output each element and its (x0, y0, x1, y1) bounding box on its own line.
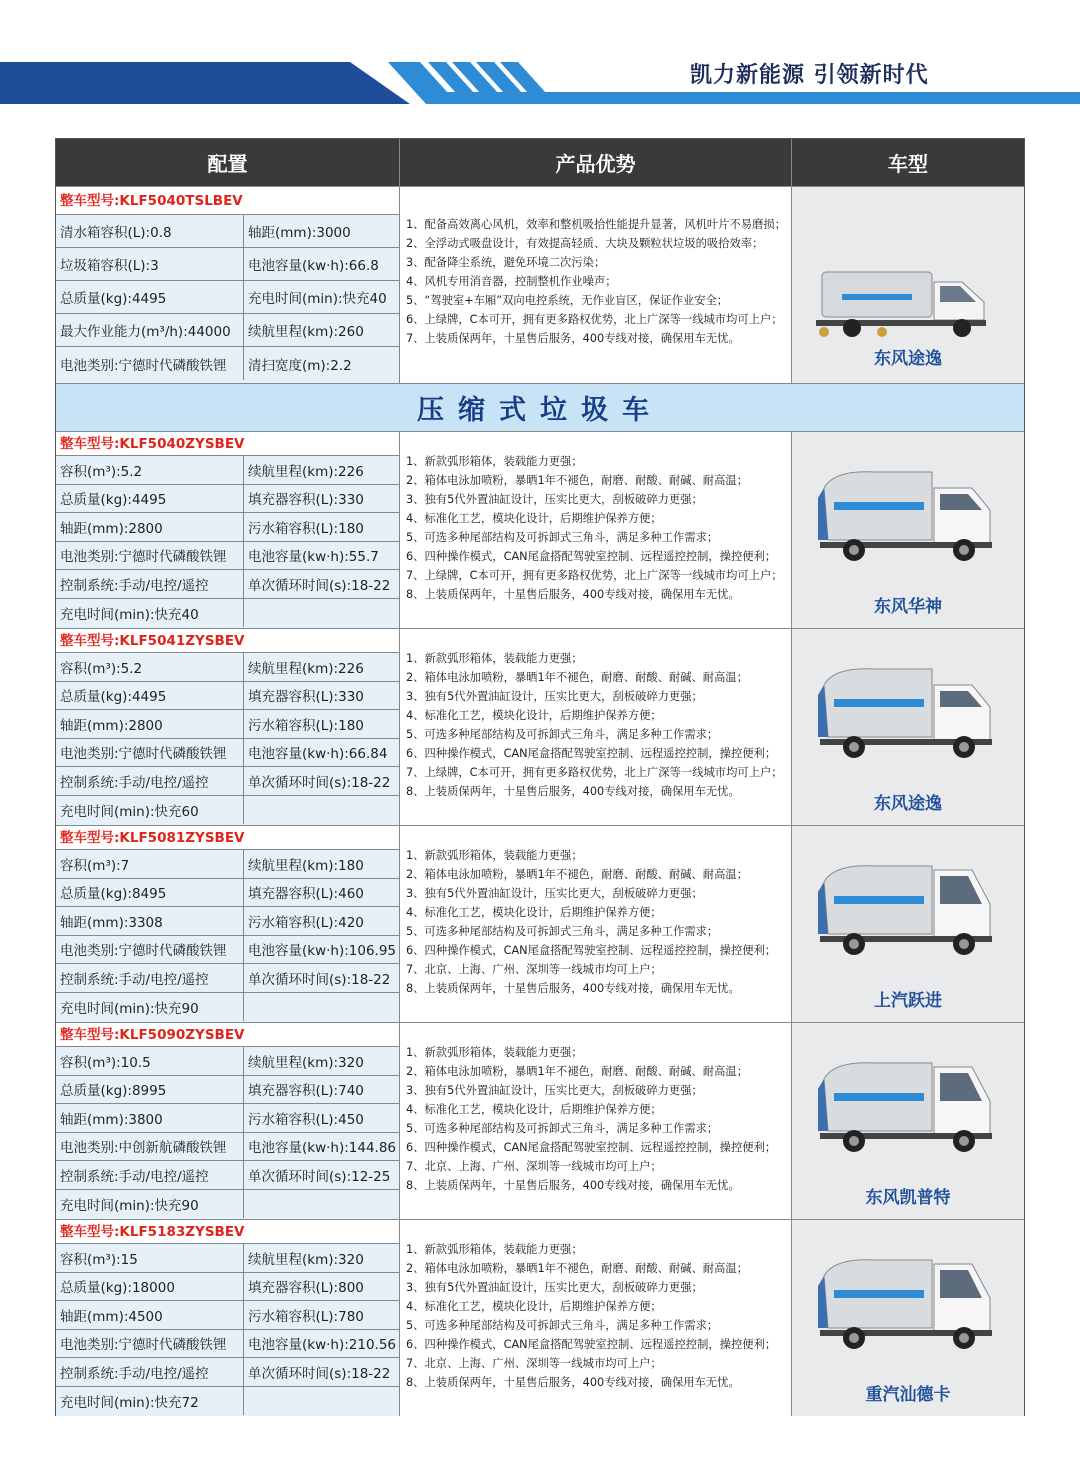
advantage-list (400, 826, 792, 1022)
spec-cell: 电池容量(kw·h):144.86 (248, 1140, 397, 1157)
spec-cell: 轴距(mm):4500 (56, 1301, 244, 1329)
sweeper-truck-image (812, 262, 992, 342)
spec-cell: 总质量(kg):4495 (56, 281, 244, 313)
product-block-compactor (56, 431, 1024, 628)
spec-cell: 填充器容积(L):800 (248, 1280, 364, 1297)
advantage-item: 3、独有5代外置油缸设计，压实比更大，刮板破碎力更强； (406, 887, 703, 900)
vehicle-name: 上汽跃进 (874, 991, 942, 1011)
advantage-list (400, 1220, 792, 1416)
spec-cell: 续航里程(km):320 (248, 1251, 364, 1268)
vehicle-name: 东风途逸 (874, 349, 942, 369)
model-number: 整车型号:KLF5041ZYSBEV (56, 629, 399, 653)
vehicle-cell (792, 1220, 1024, 1416)
spec-cell: 轴距(mm):2800 (56, 710, 244, 738)
advantage-item: 3、独有5代外置油缸设计，压实比更大，刮板破碎力更强； (406, 1281, 703, 1294)
advantage-item: 1、新款弧形箱体，装载能力更强； (406, 1046, 583, 1059)
spec-row (56, 1076, 399, 1105)
advantage-item: 1、新款弧形箱体，装载能力更强； (406, 652, 583, 665)
spec-cell: 轴距(mm):3308 (56, 907, 244, 935)
spec-row (56, 281, 399, 314)
spec-cell (244, 796, 399, 825)
spec-row (56, 1387, 399, 1416)
spec-row (56, 599, 399, 628)
spec-cell: 污水箱容积(L):180 (248, 520, 364, 537)
advantage-item: 4、风机专用消音器，控制整机作业噪声； (406, 275, 617, 288)
spec-cell: 电池容量(kw·h):66.84 (248, 746, 388, 763)
spec-cell: 电池容量(kw·h):210.56 (248, 1337, 397, 1354)
spec-cell: 电池类别:宁德时代磷酸铁锂 (56, 936, 244, 964)
advantage-item: 5、可选多种尾部结构及可拆卸式三角斗，满足多种工作需求； (406, 1122, 719, 1135)
advantage-item: 3、独有5代外置油缸设计，压实比更大，刮板破碎力更强； (406, 690, 703, 703)
compactor-truck-image (814, 655, 999, 765)
advantage-item: 2、箱体电泳加喷粉，暴晒1年不褪色，耐磨、耐酸、耐碱、耐高温； (406, 671, 748, 684)
spec-row (56, 215, 399, 248)
vehicle-cell (792, 432, 1024, 628)
spec-cell (244, 993, 399, 1022)
spec-row (56, 513, 399, 542)
model-number: 整车型号:KLF5040ZYSBEV (56, 432, 399, 456)
advantage-item: 5、可选多种尾部结构及可拆卸式三角斗，满足多种工作需求； (406, 1319, 719, 1332)
model-number: 整车型号:KLF5040TSLBEV (56, 187, 399, 215)
header-banner (0, 0, 1080, 120)
spec-row (56, 964, 399, 993)
vehicle-cell (792, 1023, 1024, 1219)
spec-cell: 续航里程(km):320 (248, 1054, 364, 1071)
spec-row (56, 1104, 399, 1133)
model-number: 整车型号:KLF5081ZYSBEV (56, 826, 399, 850)
spec-cell (244, 1387, 399, 1416)
spec-cell: 续航里程(km):260 (248, 324, 364, 340)
advantage-item: 2、箱体电泳加喷粉，暴晒1年不褪色，耐磨、耐酸、耐碱、耐高温； (406, 868, 748, 881)
spec-row (56, 485, 399, 514)
spec-cell: 填充器容积(L):330 (248, 689, 364, 706)
spec-cell (244, 1190, 399, 1219)
spec-cell: 清水箱容积(L):0.8 (56, 215, 244, 247)
advantage-item: 4、标准化工艺，模块化设计，后期维护保养方便； (406, 1300, 662, 1313)
product-block-compactor (56, 825, 1024, 1022)
spec-cell: 垃圾箱容积(L):3 (56, 248, 244, 280)
advantage-list (400, 629, 792, 825)
spec-cell: 填充器容积(L):330 (248, 492, 364, 509)
spec-row (56, 1330, 399, 1359)
spec-cell: 总质量(kg):8495 (56, 879, 244, 907)
advantage-item: 5、可选多种尾部结构及可拆卸式三角斗，满足多种工作需求； (406, 728, 719, 741)
spec-row (56, 796, 399, 825)
compactor-truck-image (814, 1246, 999, 1356)
header-slogan: 凯力新能源 引领新时代 (690, 63, 929, 88)
advantage-item: 6、上绿牌，C本可开，拥有更多路权优势，北上广深等一线城市均可上户； (406, 313, 783, 326)
spec-cell: 控制系统:手动/电控/遥控 (56, 767, 244, 795)
advantage-item: 2、箱体电泳加喷粉，暴晒1年不褪色，耐磨、耐酸、耐碱、耐高温； (406, 1262, 748, 1275)
spec-row (56, 314, 399, 347)
vehicle-cell (792, 629, 1024, 825)
spec-row (56, 347, 399, 380)
advantage-item: 4、标准化工艺，模块化设计，后期维护保养方便； (406, 906, 662, 919)
spec-cell: 最大作业能力(m³/h):44000 (56, 314, 244, 346)
vehicle-cell (792, 826, 1024, 1022)
advantage-item: 2、箱体电泳加喷粉，暴晒1年不褪色，耐磨、耐酸、耐碱、耐高温； (406, 474, 748, 487)
spec-row (56, 879, 399, 908)
spec-row (56, 907, 399, 936)
advantage-item: 7、上绿牌，C本可开，拥有更多路权优势，北上广深等一线城市均可上户； (406, 569, 783, 582)
spec-cell: 控制系统:手动/电控/遥控 (56, 1358, 244, 1386)
spec-cell: 单次循环时间(s):12-25 (248, 1168, 391, 1185)
model-number: 整车型号:KLF5090ZYSBEV (56, 1023, 399, 1047)
advantage-item: 2、全浮动式吸盘设计，有效提高轻质、大块及颗粒状垃圾的吸拾效率； (406, 237, 764, 250)
product-block-compactor (56, 628, 1024, 825)
spec-cell: 轴距(mm):2800 (56, 513, 244, 541)
spec-cell: 单次循环时间(s):18-22 (248, 1365, 391, 1382)
spec-row (56, 653, 399, 682)
spec-row (56, 456, 399, 485)
spec-cell: 充电时间(min):快充40 (248, 291, 387, 307)
spec-cell: 污水箱容积(L):780 (248, 1308, 364, 1325)
product-block-compactor (56, 1219, 1024, 1416)
config-cell (56, 1220, 400, 1416)
advantage-item: 1、新款弧形箱体，装载能力更强； (406, 455, 583, 468)
spec-cell: 填充器容积(L):460 (248, 886, 364, 903)
spec-cell: 电池类别:中创新航磷酸铁锂 (56, 1133, 244, 1161)
advantage-list (400, 187, 792, 383)
spec-cell: 污水箱容积(L):450 (248, 1111, 364, 1128)
config-cell (56, 1023, 400, 1219)
vehicle-name: 东风华神 (874, 597, 942, 617)
spec-row (56, 1161, 399, 1190)
spec-cell: 充电时间(min):快充60 (56, 796, 244, 825)
advantage-item: 8、上装质保两年，十星售后服务，400专线对接，确保用车无忧。 (406, 588, 740, 601)
advantage-item: 6、四种操作模式，CAN尾盒搭配驾驶室控制、远程遥控控制，操控便利； (406, 1338, 777, 1351)
spec-row (56, 850, 399, 879)
spec-row (56, 1190, 399, 1219)
product-block-sweeper (56, 186, 1024, 383)
advantage-item: 1、新款弧形箱体，装载能力更强； (406, 849, 583, 862)
spec-cell: 充电时间(min):快充40 (56, 599, 244, 628)
advantage-item: 7、上绿牌，C本可开，拥有更多路权优势，北上广深等一线城市均可上户； (406, 766, 783, 779)
model-number: 整车型号:KLF5183ZYSBEV (56, 1220, 399, 1244)
spec-cell: 轴距(mm):3000 (248, 225, 351, 241)
advantage-item: 8、上装质保两年，十星售后服务，400专线对接，确保用车无忧。 (406, 1376, 740, 1389)
config-cell (56, 432, 400, 628)
spec-row (56, 993, 399, 1022)
vehicle-cell (792, 187, 1024, 383)
col-header-config: 配置 (56, 139, 400, 186)
advantage-item: 4、标准化工艺，模块化设计，后期维护保养方便； (406, 1103, 662, 1116)
spec-cell: 总质量(kg):4495 (56, 485, 244, 513)
spec-row (56, 1244, 399, 1273)
spec-cell: 控制系统:手动/电控/遥控 (56, 570, 244, 598)
advantage-item: 7、上装质保两年，十星售后服务，400专线对接，确保用车无忧。 (406, 332, 740, 345)
advantage-item: 7、北京、上海、广州、深圳等一线城市均可上户； (406, 1357, 662, 1370)
spec-cell: 单次循环时间(s):18-22 (248, 774, 391, 791)
advantage-item: 6、四种操作模式，CAN尾盒搭配驾驶室控制、远程遥控控制，操控便利； (406, 550, 777, 563)
spec-row (56, 682, 399, 711)
spec-cell: 污水箱容积(L):180 (248, 717, 364, 734)
advantage-item: 7、北京、上海、广州、深圳等一线城市均可上户； (406, 963, 662, 976)
advantage-item: 6、四种操作模式，CAN尾盒搭配驾驶室控制、远程遥控控制，操控便利； (406, 1141, 777, 1154)
spec-cell: 容积(m³):5.2 (56, 456, 244, 484)
spec-cell: 续航里程(km):180 (248, 857, 364, 874)
advantage-item: 6、四种操作模式，CAN尾盒搭配驾驶室控制、远程遥控控制，操控便利； (406, 944, 777, 957)
advantage-item: 3、独有5代外置油缸设计，压实比更大，刮板破碎力更强； (406, 493, 703, 506)
spec-cell (244, 599, 399, 628)
advantage-item: 1、新款弧形箱体，装载能力更强； (406, 1243, 583, 1256)
config-cell (56, 826, 400, 1022)
spec-row (56, 542, 399, 571)
product-block-compactor (56, 1022, 1024, 1219)
spec-cell: 清扫宽度(m):2.2 (248, 357, 352, 374)
product-table (55, 138, 1025, 1416)
spec-row (56, 936, 399, 965)
advantage-item: 1、配备高效离心风机，效率和整机吸拾性能提升显著，风机叶片不易磨损； (406, 218, 786, 231)
spec-row (56, 1358, 399, 1387)
spec-row (56, 1273, 399, 1302)
advantage-item: 7、北京、上海、广州、深圳等一线城市均可上户； (406, 1160, 662, 1173)
spec-cell: 单次循环时间(s):18-22 (248, 971, 391, 988)
spec-cell: 填充器容积(L):740 (248, 1083, 364, 1100)
spec-cell: 总质量(kg):8995 (56, 1076, 244, 1104)
spec-row (56, 570, 399, 599)
col-header-vehicle: 车型 (792, 139, 1024, 186)
advantage-item: 8、上装质保两年，十星售后服务，400专线对接，确保用车无忧。 (406, 785, 740, 798)
spec-cell: 续航里程(km):226 (248, 660, 364, 677)
advantage-item: 3、独有5代外置油缸设计，压实比更大，刮板破碎力更强； (406, 1084, 703, 1097)
spec-cell: 电池类别:宁德时代磷酸铁锂 (56, 739, 244, 767)
spec-row (56, 710, 399, 739)
spec-cell: 电池容量(kw·h):66.8 (248, 258, 379, 274)
advantage-item: 5、可选多种尾部结构及可拆卸式三角斗，满足多种工作需求； (406, 925, 719, 938)
spec-cell: 充电时间(min):快充90 (56, 1190, 244, 1219)
advantage-item: 8、上装质保两年，十星售后服务，400专线对接，确保用车无忧。 (406, 1179, 740, 1192)
advantage-list (400, 1023, 792, 1219)
spec-cell: 单次循环时间(s):18-22 (248, 577, 391, 594)
spec-cell: 容积(m³):10.5 (56, 1047, 244, 1075)
spec-cell: 电池类别:宁德时代磷酸铁锂 (56, 542, 244, 570)
spec-row (56, 248, 399, 281)
spec-row (56, 1047, 399, 1076)
spec-row (56, 739, 399, 768)
spec-cell: 控制系统:手动/电控/遥控 (56, 964, 244, 992)
advantage-item: 4、标准化工艺，模块化设计，后期维护保养方便； (406, 512, 662, 525)
compactor-truck-image (814, 1049, 999, 1159)
spec-cell: 容积(m³):7 (56, 850, 244, 878)
spec-cell: 容积(m³):5.2 (56, 653, 244, 681)
spec-cell: 充电时间(min):快充90 (56, 993, 244, 1022)
compactor-truck-image (814, 458, 999, 568)
spec-cell: 轴距(mm):3800 (56, 1104, 244, 1132)
vehicle-name: 东风途逸 (874, 794, 942, 814)
section-title: 压缩式垃圾车 (56, 383, 1024, 431)
advantage-item: 4、标准化工艺，模块化设计，后期维护保养方便； (406, 709, 662, 722)
spec-cell: 总质量(kg):18000 (56, 1273, 244, 1301)
vehicle-name: 重汽汕德卡 (865, 1385, 951, 1405)
spec-cell: 续航里程(km):226 (248, 463, 364, 480)
spec-cell: 电池容量(kw·h):55.7 (248, 549, 379, 566)
spec-cell: 容积(m³):15 (56, 1244, 244, 1272)
spec-cell: 充电时间(min):快充72 (56, 1387, 244, 1416)
vehicle-name: 东风凯普特 (865, 1188, 951, 1208)
config-cell (56, 187, 400, 383)
compactor-truck-image (814, 852, 999, 962)
spec-row (56, 1133, 399, 1162)
col-header-advantage: 产品优势 (400, 139, 792, 186)
spec-row (56, 767, 399, 796)
spec-cell: 电池容量(kw·h):106.95 (248, 943, 397, 960)
spec-cell: 电池类别:宁德时代磷酸铁锂 (56, 347, 244, 380)
spec-cell: 控制系统:手动/电控/遥控 (56, 1161, 244, 1189)
spec-cell: 电池类别:宁德时代磷酸铁锂 (56, 1330, 244, 1358)
spec-cell: 污水箱容积(L):420 (248, 914, 364, 931)
advantage-item: 5、可选多种尾部结构及可拆卸式三角斗，满足多种工作需求； (406, 531, 719, 544)
advantage-item: 6、四种操作模式，CAN尾盒搭配驾驶室控制、远程遥控控制，操控便利； (406, 747, 777, 760)
spec-cell: 总质量(kg):4495 (56, 682, 244, 710)
spec-row (56, 1301, 399, 1330)
advantage-item: 2、箱体电泳加喷粉，暴晒1年不褪色，耐磨、耐酸、耐碱、耐高温； (406, 1065, 748, 1078)
advantage-list (400, 432, 792, 628)
advantage-item: 5、“驾驶室+车厢”双向电控系统，无作业盲区，保证作业安全； (406, 294, 729, 307)
advantage-item: 3、配备降尘系统，避免环境二次污染； (406, 256, 606, 269)
config-cell (56, 629, 400, 825)
advantage-item: 8、上装质保两年，十星售后服务，400专线对接，确保用车无忧。 (406, 982, 740, 995)
